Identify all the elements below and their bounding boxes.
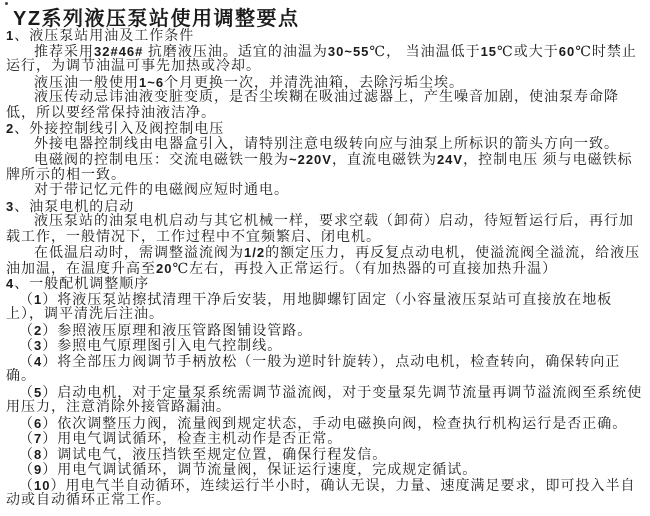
text-line: 确。	[6, 369, 36, 384]
text-line: 液压泵站的油泵电机启动与其它机械一样，要求空载（卸荷）启动，待短暂运行后，再行加	[34, 214, 634, 229]
text-line: （6）依次调整压力阀，流量阀到规定状态，手动电磁换向阀，检查执行机构运行是否正确。	[19, 415, 628, 432]
document-body	[6, 28, 650, 509]
text-line: （4）将全部压力阀调节手柄放松（一般为逆时针旋转），点动电机，检查转向，确保转向正	[19, 353, 621, 370]
text-line: 载工作，一般情况下，工作过程中不宜频繁启、闭电机。	[6, 229, 381, 245]
text-line: （8）调试电气，液压挡铁至规定位置，确保行程发信。	[19, 446, 388, 463]
text-line: 外接电器控制线由电器盒引入，请特别注意电级转向应与油泵上所标识的箭头方向一致。	[34, 136, 619, 152]
section-heading: 1、液压泵站用油及工作条件	[6, 28, 195, 44]
text-line: 用压力，注意消除外接管路漏油。	[6, 400, 231, 415]
section-heading: 4、一般配机调整顺序	[6, 276, 150, 292]
section-heading: 2、外接控制线引入及阀控制电压	[6, 121, 225, 137]
text-line: （3）参照电气原理图引入电气控制线。	[19, 338, 283, 354]
text-line: 牌所示的相一致。	[6, 167, 126, 183]
text-line: 低，所以要经常保持油液洁净。	[6, 105, 216, 121]
text-line: 对于带记忆元件的电磁阀应短时通电。	[34, 183, 289, 198]
text-line: （5）启动电机，对于定量泵系统需调节溢流阀，对于变量泵先调节流量再调节溢流阀至系统使	[19, 384, 643, 401]
text-line: 动或自动循环正常工作。	[6, 493, 171, 508]
text-line: 在低温启动时，需调整溢流阀为1/2的额定压力，再反复点动电机，使溢流阀全溢流，给液压	[34, 245, 641, 261]
scan-artifact-dot	[5, 2, 8, 5]
text-line: 运行，为调节油温可事先加热或冷却。	[6, 59, 261, 74]
text-line: 电磁阀的控制电压：交流电磁铁一般为~220V，直流电磁铁为24V，控制电压 须与电磁铁标	[34, 152, 633, 168]
text-line: （2）参照液压原理和液压管路图铺设管路。	[19, 322, 313, 339]
text-line: 液压传动忌讳油液变脏变质，是否尘埃糊在吸油过滤器上，产生噪音加剧，使油泵寿命降	[34, 90, 619, 105]
text-line: 推荐采用32#46# 抗磨液压油。适宜的油温为30~55℃， 当油温低于15℃或大于60℃时禁止	[34, 43, 637, 60]
text-line: （9）用电气调试循环，调节流量阀，保证运行速度，完成规定循试。	[19, 462, 478, 478]
text-line: （7）用电气调试循环，检查主机动作是否正常。	[19, 431, 343, 447]
text-line: （10）用电气半自动循环，连续运行半小时，确认无误，力量、速度满足要求，即可投入半自	[19, 477, 636, 494]
section-heading: 3、油泵电机的启动	[6, 198, 135, 215]
page-title: YZ系列液压泵站使用调整要点	[13, 8, 300, 30]
text-line: （1）将液压泵站擦拭清理干净后安装，用地脚螺钉固定（小容量液压泵站可直接放在地板	[19, 291, 613, 308]
text-line: 油加温，在温度升高至20℃左右，再投入正常运行。（有加热器的可直接加热升温）	[6, 260, 558, 277]
text-line: 液压油一般使用1~6个月更换一次，并清洗油箱，去除污垢尘埃。	[34, 74, 465, 91]
text-line: 上），调平清洗后注油。	[6, 307, 164, 322]
